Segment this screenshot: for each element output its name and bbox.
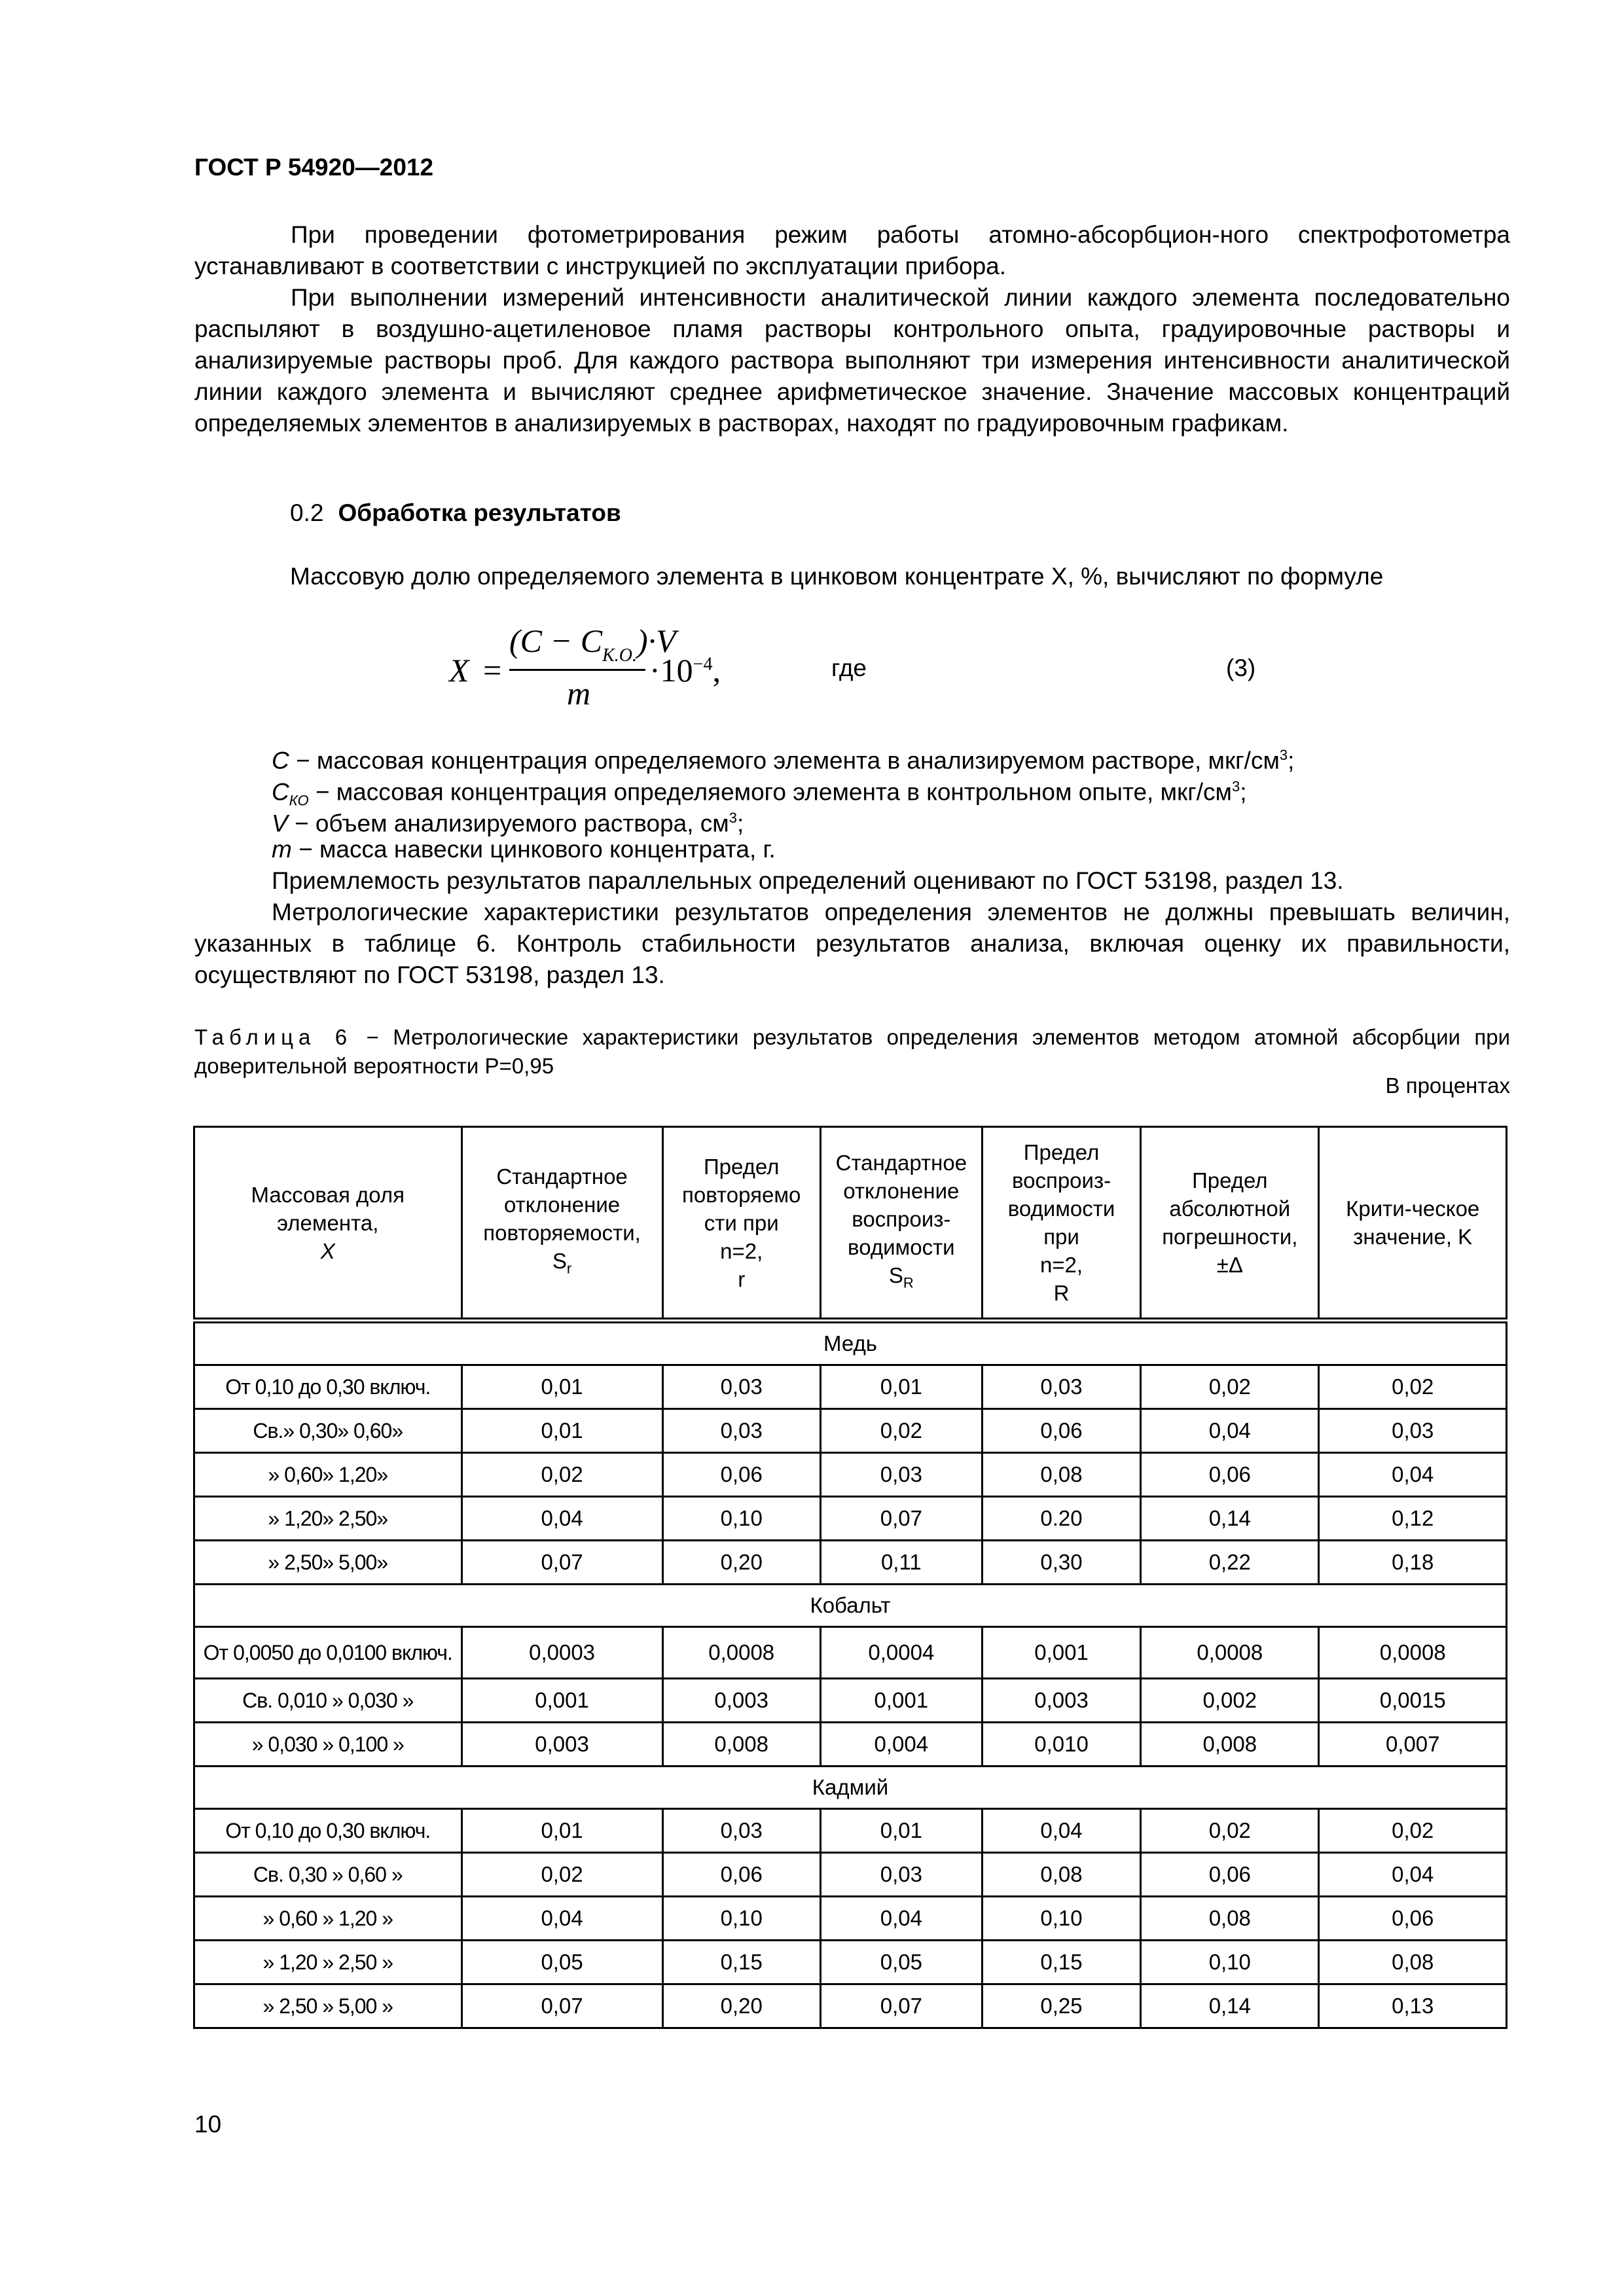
header-mass-fraction: Массовая доля элемента, X bbox=[194, 1127, 462, 1321]
mass-fraction-range: » 1,20» 2,50» bbox=[194, 1497, 462, 1541]
table-cell: 0,13 bbox=[1319, 1984, 1507, 2028]
table-cell: 0,0004 bbox=[820, 1627, 982, 1679]
header-reproducibility-limit: Предел воспроиз- водимости при n=2, R bbox=[982, 1127, 1140, 1321]
formula-equals: = bbox=[483, 652, 502, 689]
table-cell: 0,007 bbox=[1319, 1723, 1507, 1767]
table-cell: 0,010 bbox=[982, 1723, 1140, 1767]
group-row bbox=[194, 1767, 1507, 1809]
table-cell: 0,06 bbox=[1319, 1897, 1507, 1941]
mass-fraction-range: » 2,50 » 5,00 » bbox=[194, 1984, 462, 2028]
table-cell: 0,12 bbox=[1319, 1497, 1507, 1541]
table-cell: 0,30 bbox=[982, 1541, 1140, 1585]
header-critical-value: Крити-ческое значение, K bbox=[1319, 1127, 1507, 1321]
table-cell: 0,06 bbox=[662, 1453, 820, 1497]
table-cell: 0,01 bbox=[820, 1365, 982, 1409]
table-cell: 0,05 bbox=[820, 1941, 982, 1984]
definition-v: V − объем анализируемого раствора, $см^3$; bbox=[272, 810, 744, 837]
table-cell: 0,01 bbox=[461, 1809, 662, 1853]
table-cell: 0,06 bbox=[1141, 1853, 1319, 1897]
definition-cko: $C_{КО}$ − массовая концентрация определяемого элемента в контрольном опыте, мкг/$см^3$; bbox=[272, 778, 1247, 809]
table-cell: 0,0008 bbox=[1319, 1627, 1507, 1679]
document-id: ГОСТ Р 54920—2012 bbox=[194, 154, 434, 181]
header-repeatability-sd: Стандартное отклонение повторяемости, $S_r$ bbox=[461, 1127, 662, 1321]
paragraph-acceptability: Приемлемость результатов параллельных определений оценивают по ГОСТ 53198, раздел 13. bbox=[272, 867, 1344, 894]
table-cell: 0,25 bbox=[982, 1984, 1140, 2028]
table-cell: 0.20 bbox=[982, 1497, 1140, 1541]
table-cell: 0,10 bbox=[662, 1497, 820, 1541]
table-cell: 0,08 bbox=[982, 1453, 1140, 1497]
fraction-bar bbox=[509, 669, 645, 671]
paragraph-text: Метрологические характеристики результатов определения элементов не должны превышать величин, указанных в таблице 6. Контроль стабильности результатов анализа, включая оценку их правильности, осуществляют по ГОСТ 53198, раздел 13. bbox=[194, 899, 1510, 988]
table-cell: 0,14 bbox=[1141, 1984, 1319, 2028]
table-cell: 0,03 bbox=[662, 1409, 820, 1453]
table-cell: 0,08 bbox=[1319, 1941, 1507, 1984]
group-row bbox=[194, 1321, 1507, 1365]
table-cell: 0,03 bbox=[1319, 1409, 1507, 1453]
definition-m: m − масса навески цинкового концентрата, г. bbox=[272, 836, 776, 863]
table-row bbox=[194, 1627, 1507, 1679]
table-cell: 0,04 bbox=[1319, 1453, 1507, 1497]
table-cell: 0,18 bbox=[1319, 1541, 1507, 1585]
mass-fraction-range: От 0,10 до 0,30 включ. bbox=[194, 1809, 462, 1853]
table-cell: 0,02 bbox=[461, 1453, 662, 1497]
table-cell: 0,008 bbox=[1141, 1723, 1319, 1767]
table-row bbox=[194, 1497, 1507, 1541]
table-cell: 0,03 bbox=[820, 1853, 982, 1897]
table-cell: 0,04 bbox=[982, 1809, 1140, 1853]
table-cell: 0,10 bbox=[662, 1897, 820, 1941]
table-cell: 0,003 bbox=[982, 1679, 1140, 1723]
table-cell: 0,08 bbox=[1141, 1897, 1319, 1941]
table-cell: 0,04 bbox=[461, 1497, 662, 1541]
table-row bbox=[194, 1453, 1507, 1497]
mass-fraction-range: От 0,0050 до 0,0100 включ. bbox=[194, 1627, 462, 1679]
table-cell: 0,06 bbox=[1141, 1453, 1319, 1497]
element-group-label: Кадмий bbox=[194, 1767, 1507, 1809]
mass-fraction-range: » 0,60» 1,20» bbox=[194, 1453, 462, 1497]
table-cell: 0,02 bbox=[1141, 1365, 1319, 1409]
paragraph-measurements bbox=[194, 282, 1510, 439]
element-group-label: Кобальт bbox=[194, 1585, 1507, 1627]
table-cell: 0,003 bbox=[662, 1679, 820, 1723]
equation-number: (3) bbox=[1226, 655, 1256, 681]
table-cell: 0,02 bbox=[1141, 1809, 1319, 1853]
table-cell: 0,15 bbox=[662, 1941, 820, 1984]
mass-fraction-range: От 0,10 до 0,30 включ. bbox=[194, 1365, 462, 1409]
formula-lhs: X bbox=[449, 652, 469, 689]
formula-denominator: m bbox=[567, 675, 591, 711]
table-row bbox=[194, 1941, 1507, 1984]
table-cell: 0,02 bbox=[1319, 1809, 1507, 1853]
table-row bbox=[194, 1365, 1507, 1409]
table-cell: 0,03 bbox=[662, 1809, 820, 1853]
table-cell: 0,001 bbox=[982, 1627, 1140, 1679]
paragraph-text: При выполнении измерений интенсивности аналитической линии каждого элемента последовательно распыляют в воздушно-ацетиленовое пламя растворы контрольного опыта, градуировочные растворы и анализируемые растворы проб. Для каждого раствора выполняют три измерения интенсивности аналитической линии каждого элемента и вычисляют среднее арифметическое значение. Значение массовых концентраций определяемых элементов в анализируемых в растворах, находят по градуировочным графикам. bbox=[194, 284, 1510, 437]
table-units: В процентах bbox=[1385, 1073, 1510, 1098]
table-cell: 0,0008 bbox=[662, 1627, 820, 1679]
table-cell: 0,0008 bbox=[1141, 1627, 1319, 1679]
table-row bbox=[194, 1809, 1507, 1853]
table-cell: 0,06 bbox=[982, 1409, 1140, 1453]
mass-fraction-range: Св.» 0,30» 0,60» bbox=[194, 1409, 462, 1453]
table-cell: 0,001 bbox=[820, 1679, 982, 1723]
mass-fraction-range: Св. 0,30 » 0,60 » bbox=[194, 1853, 462, 1897]
table-cell: 0,07 bbox=[461, 1541, 662, 1585]
table-cell: 0,03 bbox=[982, 1365, 1140, 1409]
table-cell: 0,08 bbox=[982, 1853, 1140, 1897]
table-cell: 0,02 bbox=[820, 1409, 982, 1453]
table-cell: 0,003 bbox=[461, 1723, 662, 1767]
table-cell: 0,07 bbox=[820, 1984, 982, 2028]
mass-fraction-range: » 0,030 » 0,100 » bbox=[194, 1723, 462, 1767]
table-cell: 0,05 bbox=[461, 1941, 662, 1984]
table-cell: 0,04 bbox=[820, 1897, 982, 1941]
table-cell: 0,008 bbox=[662, 1723, 820, 1767]
table-row bbox=[194, 1723, 1507, 1767]
table-cell: 0,01 bbox=[820, 1809, 982, 1853]
table-cell: 0,04 bbox=[461, 1897, 662, 1941]
table-cell: 0,03 bbox=[820, 1453, 982, 1497]
paragraph-photometry-mode bbox=[194, 219, 1510, 282]
paragraph-text: При проведении фотометрирования режим работы атомно-абсорбцион-ного спектрофотометра устанавливают в соответствии с инструкцией по эксплуатации прибора. bbox=[194, 221, 1510, 279]
table-cell: 0,20 bbox=[662, 1541, 820, 1585]
section-number: 0.2 bbox=[290, 499, 324, 526]
formula-where: где bbox=[831, 655, 867, 681]
table-cell: 0,07 bbox=[461, 1984, 662, 2028]
header-reproducibility-sd: Стандартное отклонение воспроиз- водимости $S_R$ bbox=[820, 1127, 982, 1321]
table-row bbox=[194, 1679, 1507, 1723]
table-cell: 0,04 bbox=[1141, 1409, 1319, 1453]
mass-fraction-range: Св. 0,010 » 0,030 » bbox=[194, 1679, 462, 1723]
table-row bbox=[194, 1897, 1507, 1941]
table-cell: 0,02 bbox=[1319, 1365, 1507, 1409]
table-cell: 0,22 bbox=[1141, 1541, 1319, 1585]
table-cell: 0,14 bbox=[1141, 1497, 1319, 1541]
table-caption: Таблица 6 − Метрологические характеристики результатов определения элементов методом атомной абсорбции при доверительной вероятности P=0,95 bbox=[194, 1025, 1511, 1078]
mass-fraction-range: » 0,60 » 1,20 » bbox=[194, 1897, 462, 1941]
section-title: Обработка результатов bbox=[338, 499, 621, 526]
table-cell: 0,01 bbox=[461, 1409, 662, 1453]
mass-fraction-range: » 1,20 » 2,50 » bbox=[194, 1941, 462, 1984]
table-cell: 0,15 bbox=[982, 1941, 1140, 1984]
table-cell: 0,03 bbox=[662, 1365, 820, 1409]
table-cell: 0,004 bbox=[820, 1723, 982, 1767]
definition-c: C − массовая концентрация определяемого элемента в анализируемом растворе, мкг/$см^3$; bbox=[272, 747, 1295, 774]
table-cell: 0,0015 bbox=[1319, 1679, 1507, 1723]
table-row bbox=[194, 1541, 1507, 1585]
paragraph-metrology bbox=[194, 897, 1510, 991]
table-cell: 0,07 bbox=[820, 1497, 982, 1541]
mass-fraction-range: » 2,50» 5,00» bbox=[194, 1541, 462, 1585]
table-row bbox=[194, 1984, 1507, 2028]
group-row bbox=[194, 1585, 1507, 1627]
page-number: 10 bbox=[194, 2111, 222, 2138]
formula-numerator: $(C - C_{K.O.})\cdot V$ bbox=[509, 622, 676, 666]
table-cell: 0,01 bbox=[461, 1365, 662, 1409]
section-heading bbox=[290, 499, 621, 527]
table-header-row bbox=[194, 1127, 1507, 1321]
table-cell: 0,001 bbox=[461, 1679, 662, 1723]
table-cell: 0,002 bbox=[1141, 1679, 1319, 1723]
table-cell: 0,10 bbox=[982, 1897, 1140, 1941]
element-group-label: Медь bbox=[194, 1321, 1507, 1365]
metrology-table bbox=[193, 1126, 1507, 2029]
formula-intro: Массовую долю определяемого элемента в цинковом концентрате X, %, вычисляют по формуле bbox=[290, 563, 1384, 590]
table-cell: 0,02 bbox=[461, 1853, 662, 1897]
table-cell: 0,20 bbox=[662, 1984, 820, 2028]
table-cell: 0,0003 bbox=[461, 1627, 662, 1679]
table-cell: 0,06 bbox=[662, 1853, 820, 1897]
table-cell: 0,11 bbox=[820, 1541, 982, 1585]
table-row bbox=[194, 1409, 1507, 1453]
header-absolute-error: Предел абсолютной погрешности, ±Δ bbox=[1141, 1127, 1319, 1321]
header-repeatability-limit: Предел повторяемо сти при n=2, r bbox=[662, 1127, 820, 1321]
formula-multiplier: $\cdot 10^{-4}$, bbox=[649, 652, 721, 689]
table-row bbox=[194, 1853, 1507, 1897]
table-cell: 0,04 bbox=[1319, 1853, 1507, 1897]
table-cell: 0,10 bbox=[1141, 1941, 1319, 1984]
